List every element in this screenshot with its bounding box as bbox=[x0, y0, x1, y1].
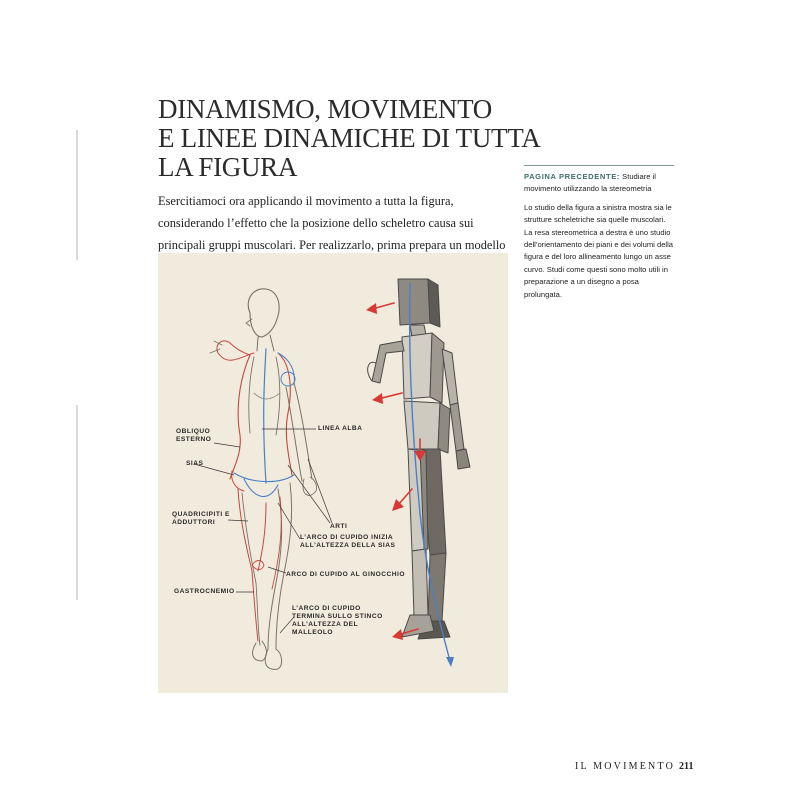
anatomy-illustration bbox=[158, 253, 508, 693]
page-number: 211 bbox=[679, 761, 694, 772]
label-arco-termina: L’ARCO DI CUPIDO TERMINA SULLO STINCO ALL’ALTEZZA DEL MALLEOLO bbox=[292, 605, 383, 636]
sidebar-rule bbox=[524, 165, 674, 166]
sidebar-caption-text: Studiare il movimento utilizzando la stereometria bbox=[524, 172, 656, 194]
label-arti: ARTI bbox=[330, 523, 348, 530]
page-edge-mark-top bbox=[76, 130, 78, 260]
blue-axis-arrowhead bbox=[446, 657, 454, 667]
label-linea-alba: LINEA ALBA bbox=[318, 425, 363, 432]
label-obliquo-esterno: OBLIQUO ESTERNO bbox=[176, 428, 212, 443]
sidebar-title bbox=[524, 171, 674, 196]
intro-paragraph: Esercitiamoci ora applicando il movimento a tutta la figura, considerando l’effetto che la posizione dello scheletro causa sui principali gruppi muscolari. Per realizzarlo, prima prepara un modello bbox=[158, 194, 506, 252]
label-sias: SIAS bbox=[186, 460, 204, 467]
page-title bbox=[158, 94, 541, 182]
title-line-1: DINAMISMO, MOVIMENTO bbox=[158, 94, 493, 124]
sidebar-body: Lo studio della figura a sinistra mostra sia le strutture scheletriche sia quelle muscolari. La resa stereometrica a destra è uno studio dell’orientamento dei piani e dei volumi della figura e del loro allineamento lungo un asse curvo. Studi come questi sono molto utili in preparazione a un disegno a posa prolungata. bbox=[524, 202, 674, 299]
label-leader-lines bbox=[194, 429, 332, 633]
title-line-2: E LINEE DINAMICHE DI TUTTA bbox=[158, 123, 541, 153]
title-line-3: LA FIGURA bbox=[158, 152, 298, 182]
label-quadricipiti: QUADRICIPITI E ADDUTTORI bbox=[172, 511, 230, 526]
footer-section-title: IL MOVIMENTO bbox=[575, 761, 676, 772]
sidebar-caption bbox=[524, 165, 674, 301]
label-gastrocnemio: GASTROCNEMIO bbox=[174, 588, 235, 595]
label-arco-inizia: L’ARCO DI CUPIDO INIZIA ALL’ALTEZZA DELLA SIAS bbox=[300, 534, 396, 549]
page-edge-mark-bottom bbox=[76, 405, 78, 600]
sidebar-label: PAGINA PRECEDENTE: bbox=[524, 172, 621, 181]
label-arco-ginocchio: ARCO DI CUPIDO AL GINOCCHIO bbox=[286, 571, 406, 578]
